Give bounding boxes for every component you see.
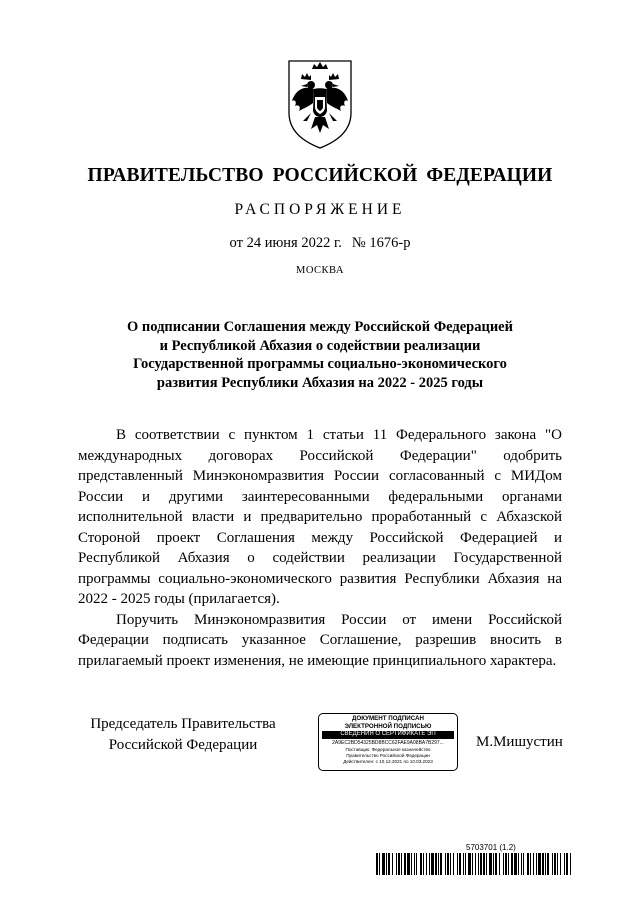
stamp-line: ЭЛЕКТРОННОЙ ПОДПИСЬЮ (344, 723, 432, 730)
document-heading (90, 318, 550, 392)
body-paragraph: Поручить Минэкономразвития России от имени Российской Федерации подписать указанное Соглашение, разрешив вносить в прилагаемый проект изменения, не имеющие принципиального характера. (78, 611, 562, 669)
date-and-number (0, 235, 640, 252)
stamp-owner: Правительство Российской Федерации (346, 752, 430, 758)
city: МОСКВА (296, 265, 344, 276)
signer-position (78, 714, 288, 755)
stamp-issuer: Поставщик: Федеральное казначейство (345, 746, 431, 752)
coat-of-arms-emblem (281, 55, 359, 151)
signer-position-line: Российской Федерации (108, 736, 258, 753)
heading-line: развития Республики Абхазия на 2022 - 2025 годы (156, 374, 484, 391)
heading-line: Государственной программы социально-экономического (133, 356, 507, 372)
body-paragraph: В соответствии с пунктом 1 статьи 11 Федерального закона "О международных договорах Российской Федерации" одобрить представленный Минэкономразвития России согласованный с МИДом России и другими заинтересованными федеральными органами исполнительной власти и предварительно проработанный с Абхазской Стороной проект Соглашения между Российской Федерацией и Республикой Абхазия о содействии реализации Государственной программы социально-экономического развития Республики Абхазия на 2022 - 2025 годы (прилагается). (78, 427, 562, 607)
document-body (78, 425, 562, 671)
barcode (376, 853, 572, 875)
document-date: от 24 июня 2022 г. (229, 235, 342, 251)
stamp-serial: 2A9EC2BD54325BD8BCC62FAE9A08BA7B297... (332, 739, 444, 746)
heading-line: О подписании Соглашения между Российской Федерацией (127, 319, 513, 335)
electronic-signature-stamp (318, 713, 458, 771)
signer-position-line: Председатель Правительства (90, 716, 276, 732)
government-title: ПРАВИТЕЛЬСТВО РОССИЙСКОЙ ФЕДЕРАЦИИ (87, 165, 553, 186)
document-number: № 1676-р (351, 235, 411, 251)
document-type: РАСПОРЯЖЕНИЕ (234, 201, 406, 218)
signer-name: М.Мишустин (476, 734, 563, 750)
heading-line: и Республикой Абхазия о содействии реализации (159, 337, 481, 354)
stamp-certificate-header: СВЕДЕНИЯ О СЕРТИФИКАТЕ ЭП (322, 731, 454, 739)
stamp-validity: Действителен: с 10.12.2021 по 10.03.2023 (343, 758, 433, 764)
barcode-number: 5703701 (1.2) (466, 843, 516, 852)
stamp-line: ДОКУМЕНТ ПОДПИСАН (352, 715, 424, 722)
